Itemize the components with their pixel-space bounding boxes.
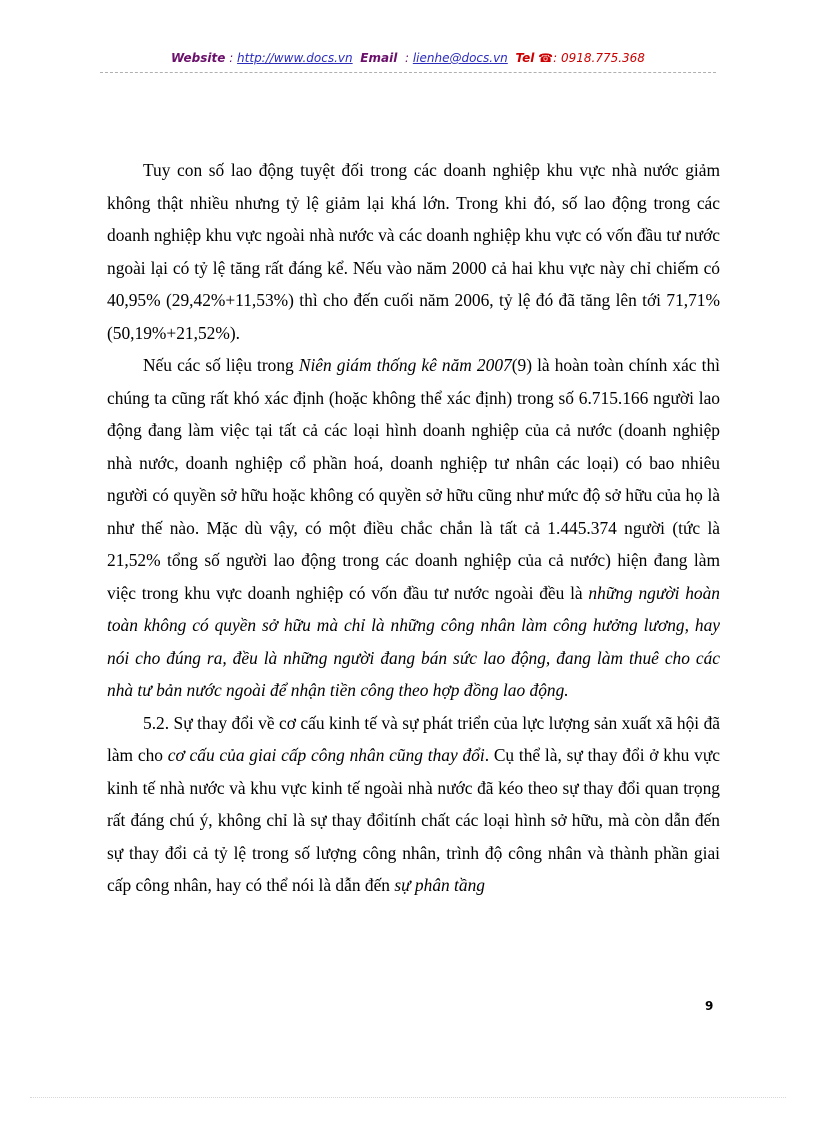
paragraph-3 <box>107 707 720 902</box>
page-number: 9 <box>705 999 714 1013</box>
header-separator: : <box>401 51 413 65</box>
tel-label: Tel <box>515 51 535 65</box>
website-link[interactable]: http://www.docs.vn <box>237 51 353 65</box>
paragraph-2-text: Nếu các số liệu trong <box>143 355 299 375</box>
paragraph-3-text: . Cụ thể là, sự thay đổi ở khu vực kinh tế nhà nước và khu vực kinh tế ngoài nhà nước đã kéo theo sự thay đổi quan trọng rất đáng chú ý, không chỉ là sự thay đổitính chất các loại hình sở hữu, mà còn dẫn đến sự thay đổi cả tỷ lệ trong số lượng công nhân, trình độ công nhân và thành phần giai cấp công nhân, hay có thể nói là dẫn đến <box>107 745 720 895</box>
paragraph-3-emphasis: cơ cấu của giai cấp công nhân cũng thay đổi <box>167 745 485 765</box>
paragraph-1: Tuy con số lao động tuyệt đối trong các doanh nghiệp khu vực nhà nước giảm không thật nhiều nhưng tỷ lệ giảm lại khá lớn. Trong khi đó, số lao động trong các doanh nghiệp khu vực ngoài nhà nước và các doanh nghiệp khu vực có vốn đầu tư nước ngoài lại có tỷ lệ tăng rất đáng kể. Nếu vào năm 2000 cả hai khu vực này chỉ chiếm có 40,95% (29,42%+11,53%) thì cho đến cuối năm 2006, tỷ lệ đó đã tăng lên tới 71,71% (50,19%+21,52%). <box>107 160 720 343</box>
page-header <box>100 51 716 65</box>
website-label: Website <box>171 51 226 65</box>
book-title: Niên giám thống kê năm 2007 <box>298 355 512 375</box>
phone-icon: ☎ <box>538 51 554 65</box>
paragraph-2-emphasis: những người hoàn toàn không có quyền sở hữu mà chỉ là những công nhân làm công hưởng lương, hay nói cho đúng ra, đều là những người đang bán sức lao động, đang làm thuê cho các nhà tư bản nước ngoài để nhận tiền công theo hợp đồng lao động. <box>107 582 720 700</box>
footer-divider <box>30 1097 786 1098</box>
paragraph-2-text: (9) là hoàn toàn chính xác thì chúng ta cũng rất khó xác định (hoặc không thể xác định) trong số 6.715.166 người lao động đang làm việc tại tất cả các loại hình doanh nghiệp của cả nước (doanh nghiệp nhà nước, doanh nghiệp cổ phần hoá, doanh nghiệp tư nhân các loại) có bao nhiêu người có quyền sở hữu hoặc không có quyền sở hữu cũng như mức độ sở hữu của họ là như thế nào. Mặc dù vậy, có một điều chắc chắn là tất cả 1.445.374 người (tức là 21,52% tổng số người lao động trong các doanh nghiệp của cả nước) hiện đang làm việc trong khu vực doanh nghiệp có vốn đầu tư nước ngoài đều là <box>107 355 720 603</box>
document-body <box>107 154 720 902</box>
tel-value: : 0918.775.368 <box>553 51 645 65</box>
email-link[interactable]: lienhe@docs.vn <box>412 51 508 65</box>
header-separator: : <box>225 51 238 65</box>
paragraph-2 <box>107 349 720 707</box>
paragraph-3-emphasis: sự phân tầng <box>394 875 485 895</box>
email-label: Email <box>360 51 398 65</box>
header-divider <box>100 72 716 73</box>
paragraph-3-text: 5.2. Sự thay đổi về cơ cấu kinh tế và sự phát triển của lực lượng sản xuất xã hội đã làm cho <box>107 712 720 765</box>
